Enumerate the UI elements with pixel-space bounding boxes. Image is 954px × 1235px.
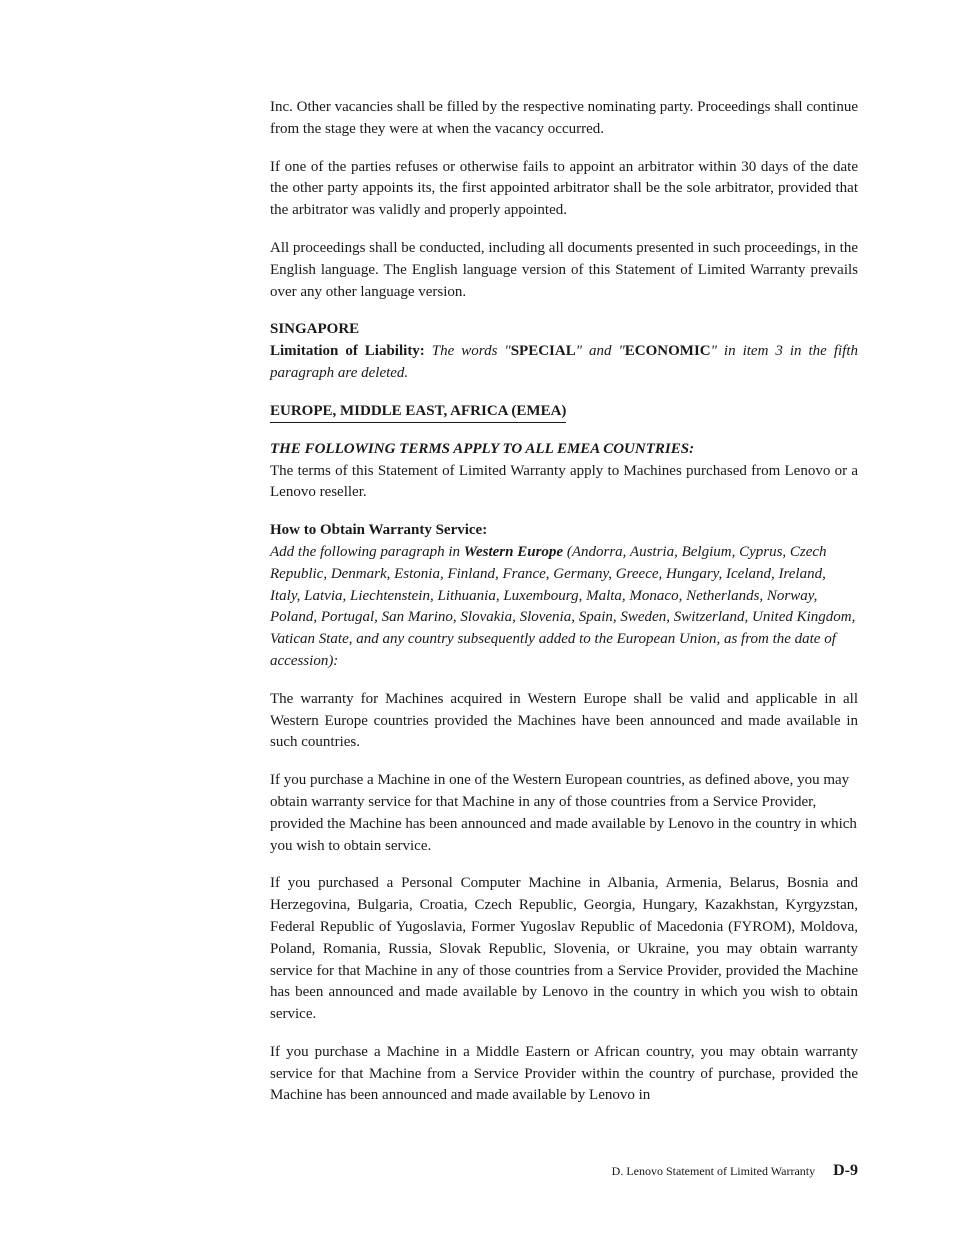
paragraph-purchase-middle-east: If you purchase a Machine in a Middle Eastern or African country, you may obtain warranty service for that Machine from a Service Provider within the country of purchase, provided the Machine has been announced and made available by Lenovo in [270, 1043, 858, 1104]
paragraph-western-europe-valid: The warranty for Machines acquired in Western Europe shall be valid and applicable in all Western Europe countries provided the Machines have been announced and made available in such countries. [270, 690, 858, 751]
western-europe-term: Western Europe [463, 543, 564, 560]
section-emea-all [270, 439, 858, 504]
singapore-heading: SINGAPORE [270, 321, 360, 338]
emea-all-terms-heading: THE FOLLOWING TERMS APPLY TO ALL EMEA COUNTRIES: [270, 440, 695, 457]
limitation-text-3: " in item 3 in the fifth paragraph are deleted. [270, 343, 858, 381]
limitation-text-1: The words " [424, 343, 511, 360]
section-obtain-service [270, 520, 858, 673]
footer-title: D. Lenovo Statement of Limited Warranty [611, 1164, 816, 1178]
section-singapore [270, 319, 858, 384]
paragraph-vacancies: Inc. Other vacancies shall be filled by the respective nominating party. Proceedings shall continue from the stage they were at when the vacancy occurred. [270, 99, 858, 137]
singapore-limitation [270, 341, 858, 385]
western-europe-list [270, 542, 858, 673]
emea-all-terms-text: The terms of this Statement of Limited Warranty apply to Machines purchased from Lenovo or a Lenovo reseller. [270, 462, 858, 501]
paragraph-arbitrator: If one of the parties refuses or otherwise fails to appoint an arbitrator within 30 days of the date the other party appoints its, the first appointed arbitrator shall be the sole arbitrator, provided that the arbitrator was validly and properly appointed. [270, 158, 858, 219]
paragraph-purchase-pc: If you purchased a Personal Computer Machine in Albania, Armenia, Belarus, Bosnia and Herzegovina, Bulgaria, Croatia, Czech Republic, Georgia, Hungary, Kazakhstan, Kyrgyzstan, Federal Republic of Yugoslavia, Former Yugoslav Republic of Macedonia (FYROM), Moldova, Poland, Romania, Russia, Slovak Republic, Slovenia, or Ukraine, you may obtain warranty service for that Machine in any of those countries from a Service Provider, provided the Machine has been announced and made available by Lenovo in the country in which you wish to obtain service. [270, 875, 858, 1023]
paragraph-purchase-western: If you purchase a Machine in one of the Western European countries, as defined above, you may obtain warranty service for that Machine in any of those countries from a Service Provider, provided the Machine has been announced and made available by Lenovo in the country in which you wish to obtain service. [270, 772, 857, 854]
special-word: SPECIAL [510, 343, 576, 360]
page-number: D-9 [833, 1162, 858, 1179]
paragraph-language: All proceedings shall be conducted, including all documents presented in such proceedings, in the English language. The English language version of this Statement of Limited Warranty prevails over any other language version. [270, 239, 858, 300]
emea-heading: EUROPE, MIDDLE EAST, AFRICA (EMEA) [270, 402, 566, 423]
obtain-service-heading: How to Obtain Warranty Service: [270, 522, 488, 539]
western-europe-countries: (Andorra, Austria, Belgium, Cyprus, Czech Republic, Denmark, Estonia, Finland, France, Germany, Greece, Hungary, Iceland, Ireland, Italy, Latvia, Liechtenstein, Lithuania, Luxembourg, Malta, Monaco, Netherlands, Norway, Poland, Portugal, San Marino, Slovakia, Slovenia, Spain, Sweden, Switzerland, United Kingdom, Vatican State, and any country subsequently added to the European Union, as from the date of accession): [270, 543, 856, 669]
economic-word: ECONOMIC [624, 343, 711, 360]
page-content [270, 97, 858, 1123]
page-footer [612, 1160, 858, 1183]
limitation-label: Limitation of Liability: [270, 343, 425, 360]
add-paragraph-prefix: Add the following paragraph in [270, 543, 464, 560]
limitation-text-2: " and " [575, 343, 625, 360]
